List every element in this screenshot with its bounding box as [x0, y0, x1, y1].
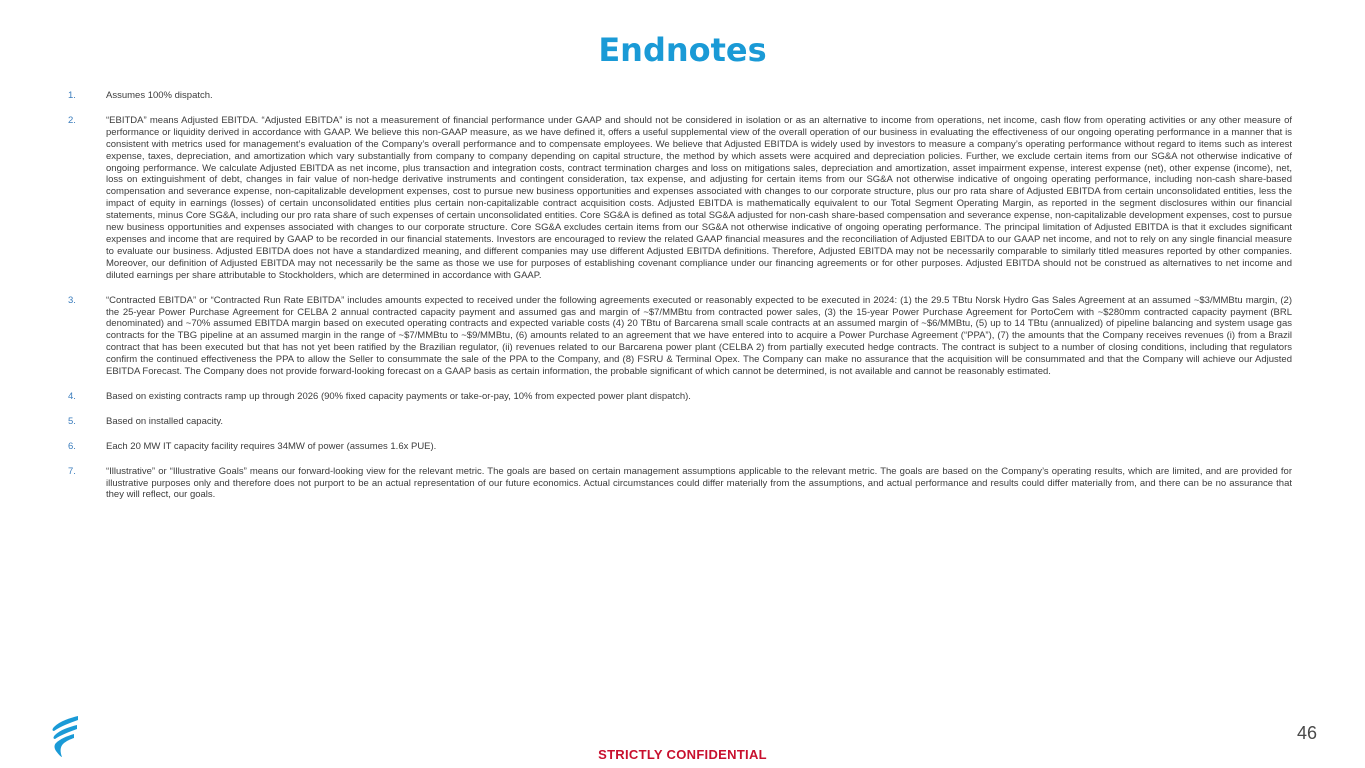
- endnote-item: [68, 441, 1292, 453]
- page-number: 46: [1296, 723, 1317, 743]
- page-title: Endnotes: [598, 31, 767, 69]
- endnote-text: Assumes 100% dispatch.: [106, 90, 213, 101]
- endnote-item: [68, 115, 1292, 282]
- endnote-number: 7.: [68, 465, 76, 477]
- endnotes-list: [68, 90, 1292, 514]
- endnote-number: 3.: [68, 294, 76, 306]
- endnote-number: 4.: [68, 390, 76, 402]
- endnote-text: Based on existing contracts ramp up through 2026 (90% fixed capacity payments or take-or-pay, 10% from expected power plant dispatch).: [106, 390, 691, 402]
- confidentiality-label: STRICTLY CONFIDENTIAL: [598, 747, 767, 762]
- endnote-item: [68, 295, 1292, 378]
- endnote-text: Each 20 MW IT capacity facility requires 34MW of power (assumes 1.6x PUE).: [106, 440, 437, 452]
- endnote-item: [68, 416, 1292, 428]
- endnote-text: “Illustrative” or “Illustrative Goals” means our forward-looking view for the relevant metric. The goals are based on certain management assumptions applicable to the relevant metric. The goals are based on the Company’s operating results, which are limited, and are provided for illustrative purposes only and therefore does not purport to be an actual representation of our future economics. Actual circumstances could differ materially from the assumptions, and actual performance and results could differ materially from, and there can be no assurance that they will reflect, our goals.: [106, 465, 1292, 501]
- endnote-number: 5.: [68, 415, 76, 427]
- endnote-number: 2.: [68, 114, 76, 126]
- endnote-item: [68, 90, 1292, 102]
- endnote-number: 1.: [68, 90, 76, 101]
- endnote-item: [68, 466, 1292, 502]
- endnote-text: “Contracted EBITDA” or “Contracted Run Rate EBITDA” includes amounts expected to received under the following agreements executed or reasonably expected to be executed in 2024: (1) the 29.5 TBtu Norsk Hydro Gas Sales Agreement at an assumed ~$3/MMBtu margin, (2) the 25-year Power Purchase Agreement for CELBA 2 annual contracted capacity payment and assumed gas and margin of ~$7/MMBtu from contracted power sales, (3) the 15-year Power Purchase Agreement for PortoCem with ~$280mm contracted capacity payment (BRL denominated) and ~70% assumed EBITDA margin based on executed operating contracts and expected variable costs (4) 20 TBtu of Barcarena small scale contracts at an assumed margin of ~$6/MMBtu, (5) up to 14 TBtu (annualized) of pipeline balancing and system usage gas contracts for the TBG pipeline at an assumed margin in the range of ~$7/MMBtu to ~$9/MMBtu, (6) amounts related to an agreement that we have entered into to acquire a Power Purchase Agreement (“PPA”), (7) the amounts that the Company receives revenues (i) from a Brazil contract that has been executed but that has not yet been ratified by the Brazilian regulator, (ii) revenues related to our Barcarena power plant (CELBA 2) from partially executed hedge contracts. The contract is subject to a number of closing conditions, including that regulators confirm the continued effectiveness the PPA to allow the Seller to consummate the sale of the PPA to the Company, and (8) FSRU & Terminal Opex. The Company can make no assurance that the acquisition will be consummated and that the Company will achieve our Adjusted EBITDA Forecast. The Company does not provide forward-looking forecast on a GAAP basis as certain information, the probable significant of which cannot be determined, is not available and cannot be reasonably estimated.: [106, 294, 1292, 378]
- endnote-number: 6.: [68, 440, 76, 452]
- endnote-text: “EBITDA” means Adjusted EBITDA. “Adjusted EBITDA” is not a measurement of financial performance under GAAP and should not be considered in isolation or as an alternative to income from operations, net income, cash flow from operating activities or any other measure of performance or liquidity derived in accordance with GAAP. We believe this non-GAAP measure, as we have defined it, offers a useful supplemental view of the overall operation of our business in evaluating the effectiveness of our ongoing operating performance in a manner that is consistent with metrics used for management’s evaluation of the Company’s overall performance and to compensate employees. We believe that Adjusted EBITDA is widely used by investors to measure a company’s operating performance without regard to items such as interest expense, taxes, depreciation, and amortization which vary substantially from company to company depending on capital structure, the method by which assets were acquired and depreciation policies. Further, we exclude certain items from our SG&A not otherwise indicative of ongoing performance. We calculate Adjusted EBITDA as net income, plus transaction and integration costs, contract termination charges and loss on mitigations sales, depreciation and amortization, asset impairment expense, interest expense (net), other expense (income), net, loss on extinguishment of debt, changes in fair value of non-hedge derivative instruments and contingent consideration, tax expense, and adjusting for certain items from our SG&A not otherwise indicative of ongoing operating performance, including non-cash share-based compensation and severance expense, non-capitalizable development expenses, cost to pursue new business opportunities and expenses associated with changes to our corporate structure, plus our pro rata share of Adjusted EBITDA from certain unconsolidated entities, less the impact of equity in earnings (losses) of certain unconsolidated entities plus certain non-capitalizable contract acquisition costs. Adjusted EBITDA is mathematically equivalent to our Total Segment Operating Margin, as reported in the segment disclosures within our financial statements, minus Core SG&A, including our pro rata share of such expenses of certain unconsolidated entities. Core SG&A is defined as total SG&A adjusted for non-cash share-based compensation and severance expense, non-capitalizable development expenses, cost to pursue new business opportunities and expenses associated with changes to our corporate structure. Core SG&A excludes certain items from our SG&A not otherwise indicative of ongoing operating performance. The principal limitation of Adjusted EBITDA is that it excludes significant expenses and income that are required by GAAP to be recorded in our financial statements. Investors are encouraged to review the related GAAP financial measures and the reconciliation of Adjusted EBITDA to our GAAP net income, and not to rely on any single financial measure to evaluate our business. Adjusted EBITDA does not have a standardized meaning, and different companies may use different Adjusted EBITDA definitions. Therefore, Adjusted EBITDA may not be necessarily comparable to similarly titled measures reported by other companies. Moreover, our definition of Adjusted EBITDA may not necessarily be the same as those we use for purposes of establishing covenant compliance under our financing agreements or for other purposes. Adjusted EBITDA should not be construed as alternatives to net income and diluted earnings per share attributable to Stockholders, which are determined in accordance with GAAP.: [106, 114, 1292, 281]
- endnote-item: [68, 391, 1292, 403]
- endnote-text: Based on installed capacity.: [106, 415, 224, 427]
